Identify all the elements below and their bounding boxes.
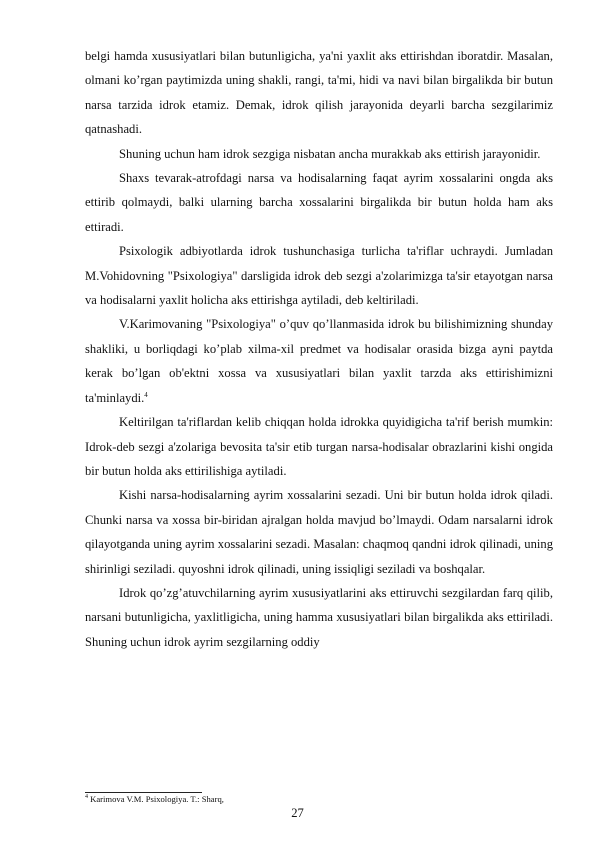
footnote-text: Karimova V.M. Psixologiya. T.: Sharq, — [90, 794, 224, 804]
paragraph-6: Keltirilgan ta'riflardan kelib chiqqan holda idrokka quyidigicha ta'rif berish mumkin: Idrok-deb sezgi a'zolariga bevosita ta'sir etib turgan narsa-hodisalar obrazlarini kishi ongida bir butun holda aks ettirilishiga aytiladi. — [85, 415, 553, 478]
paragraph-1: belgi hamda xususiyatlari bilan butunligicha, ya'ni yaxlit aks ettirishdan iboratdir. Masalan, olmani ko’rgan paytimizda uning shakli, rangi, ta'mi, hidi va navi bilan birgalikda bir butun narsa tarzida idrok etamiz. Demak, idrok qilish jarayonida deyarli barcha sezgilarimiz qatnashadi. — [85, 49, 553, 137]
footnote-number: 4 — [85, 794, 88, 801]
footnote — [85, 794, 224, 805]
footnote-divider — [85, 792, 202, 793]
paragraph-4: Psixologik adbiyotlarda idrok tushunchasiga turlicha ta'riflar uchraydi. Jumladan M.Vohidovning "Psixologiya" darsligida idrok deb sezgi a'zolarimizga ta'sir etayotgan narsa va hodisalarni yaxlit holicha aks ettirishga aytiladi, deb keltiriladi. — [85, 244, 553, 308]
footnote-reference[interactable]: 4 — [144, 390, 148, 399]
paragraph-5-text: V.Karimovaning "Psixologiya" o’quv qo’llanmasida idrok bu bilishimizning shunday shakliki, u borliqdagi ko’plab xilma-xil predmet va hodisalar orasida bizga ayni paytda kerak bo’lgan ob'ektni xossa va xususiyatlari bilan yaxlit tarzda aks ettirishimizni ta'minlaydi. — [85, 317, 553, 405]
page-body — [85, 44, 553, 654]
paragraph-2: Shuning uchun ham idrok sezgiga nisbatan ancha murakkab aks ettirish jarayonidir. — [119, 146, 541, 161]
page-number: 27 — [291, 806, 304, 820]
paragraph-7: Kishi narsa-hodisalarning ayrim xossalarini sezadi. Uni bir butun holda idrok qiladi. Chunki narsa va xossa bir-biridan ajralgan holda mavjud bo’lmaydi. Odam narsalarni idrok qilayotganda uning ayrim xossalarini sezadi. Masalan: chaqmoq qandni idrok qilinadi, uning shirinligi seziladi. quyoshni idrok qilinadi, uning issiqligi seziladi va boshqalar. — [85, 488, 553, 576]
paragraph-8: Idrok qo’zg’atuvchilarning ayrim xususiyatlarini aks ettiruvchi sezgilardan farq qilib, narsani butunligicha, yaxlitligicha, uning hamma xususiyatlari bilan birgalikda aks ettiriladi. Shuning uchun idrok ayrim sezgilarning oddiy — [85, 585, 553, 649]
paragraph-5 — [85, 312, 553, 410]
paragraph-3: Shaxs tevarak-atrofdagi narsa va hodisalarning faqat ayrim xossalarini ongda aks ettirib qolmaydi, balki ularning barcha xossalarini birgalikda bir butun holda ham aks ettiradi. — [85, 171, 553, 234]
